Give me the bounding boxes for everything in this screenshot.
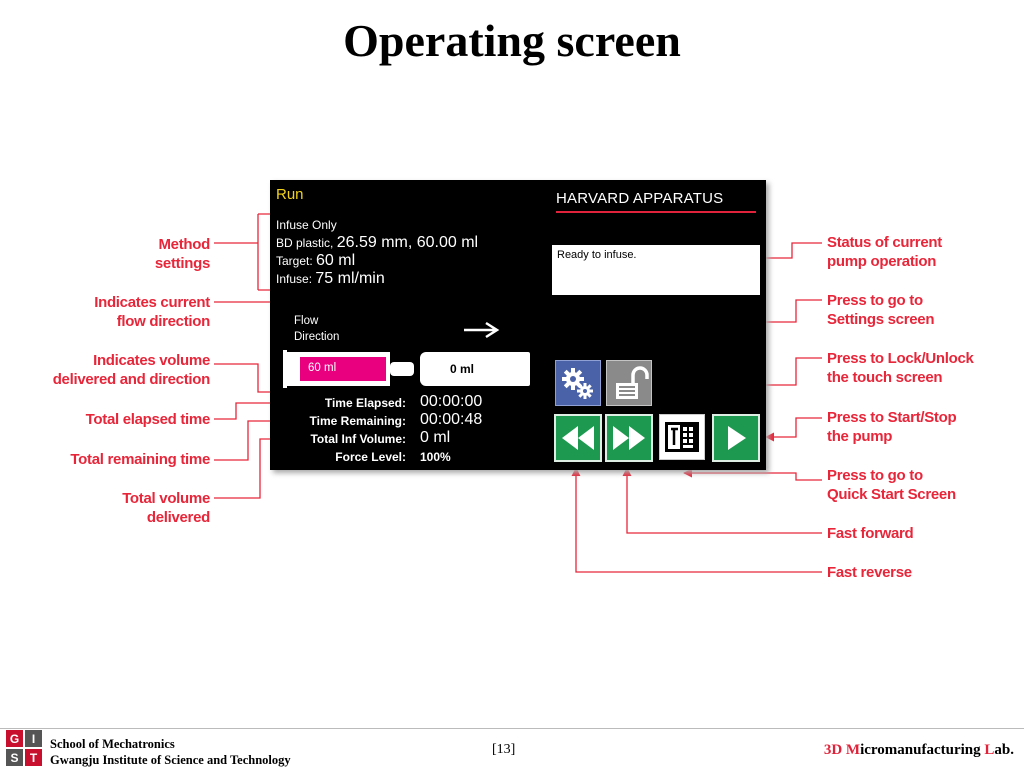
- fast-reverse-button[interactable]: [554, 414, 602, 462]
- run-label: Run: [276, 186, 304, 203]
- time-remaining-value: 00:00:48: [420, 411, 483, 428]
- fast-reverse-icon: [556, 416, 600, 460]
- flow-arrow-icon: [462, 320, 502, 340]
- lock-unlock-button[interactable]: [606, 360, 652, 406]
- method-settings-line: [214, 214, 272, 290]
- start-stop-line: [766, 418, 822, 437]
- time-elapsed-value: 00:00:00: [420, 393, 483, 410]
- fast-reverse-line: [576, 468, 822, 572]
- callout-method-settings: Method settings: [154, 236, 210, 272]
- start-stop-button[interactable]: [712, 414, 760, 462]
- fast-forward-line: [627, 468, 822, 533]
- gist-logo: [6, 730, 42, 766]
- syringe-tip: [390, 362, 414, 376]
- callout-start-stop: Press to Start/Stop the pump: [827, 409, 957, 445]
- syringe-volume: 60 ml: [308, 362, 337, 374]
- callout-total-volume: Total volume delivered: [122, 490, 210, 526]
- play-icon: [714, 416, 758, 460]
- svg-text:G: G: [9, 732, 20, 746]
- svg-text:T: T: [29, 751, 38, 765]
- callout-settings: Press to go to Settings screen: [827, 292, 935, 328]
- page-number: [13]: [492, 742, 516, 757]
- gears-icon: [556, 361, 600, 405]
- callout-volume-delivered: Indicates volume delivered and direction: [52, 352, 210, 388]
- callout-fast-forward: Fast forward: [827, 525, 914, 542]
- slide-title: Operating screen: [343, 15, 681, 66]
- delivery-container: [420, 352, 530, 386]
- callout-remaining-time: Total remaining time: [70, 451, 210, 468]
- method-syringe: BD plastic, 26.59 mm, 60.00 ml: [276, 234, 479, 251]
- brand-label: HARVARD APPARATUS: [556, 190, 724, 207]
- svg-text:I: I: [31, 732, 36, 746]
- settings-button[interactable]: [555, 360, 601, 406]
- method-settings: [276, 216, 478, 288]
- total-inf-volume-label: Total Inf Volume:: [310, 432, 406, 446]
- flow-direction-label: Flow Direction: [294, 315, 340, 343]
- callout-lock: Press to Lock/Unlock the touch screen: [827, 350, 974, 386]
- time-elapsed-label: Time Elapsed:: [324, 396, 406, 410]
- quick-start-line: [684, 473, 822, 480]
- method-mode: Infuse Only: [276, 218, 337, 232]
- status-text: Ready to infuse.: [557, 249, 637, 261]
- brand-underline: [556, 211, 756, 213]
- total-inf-volume-value: 0 ml: [420, 429, 451, 446]
- svg-text:S: S: [10, 751, 19, 765]
- force-level-label: Force Level:: [335, 450, 406, 464]
- callout-flow-direction: Indicates current flow direction: [94, 294, 210, 330]
- footer-rule: [0, 728, 1024, 729]
- time-remaining-label: Time Remaining:: [309, 414, 406, 428]
- callout-fast-reverse: Fast reverse: [827, 564, 912, 581]
- unlock-icon: [607, 361, 651, 405]
- method-infuse: Infuse: 75 ml/min: [276, 270, 385, 287]
- callout-elapsed-time: Total elapsed time: [85, 411, 210, 428]
- lab-name: 3D Micromanufacturing Lab.: [823, 742, 1014, 758]
- fast-forward-icon: [607, 416, 651, 460]
- quick-start-icon: [660, 415, 704, 459]
- force-level-value: 100%: [420, 450, 451, 464]
- callout-status: Status of current pump operation: [827, 234, 942, 270]
- fast-forward-button[interactable]: [605, 414, 653, 462]
- quick-start-button[interactable]: [659, 414, 705, 460]
- footer-school: School of Mechatronics Gwangju Institute of Science and Technology: [50, 737, 291, 767]
- delivered-volume: 0 ml: [450, 362, 475, 376]
- method-target: Target: 60 ml: [276, 252, 356, 269]
- callout-quick-start: Press to go to Quick Start Screen: [827, 467, 956, 503]
